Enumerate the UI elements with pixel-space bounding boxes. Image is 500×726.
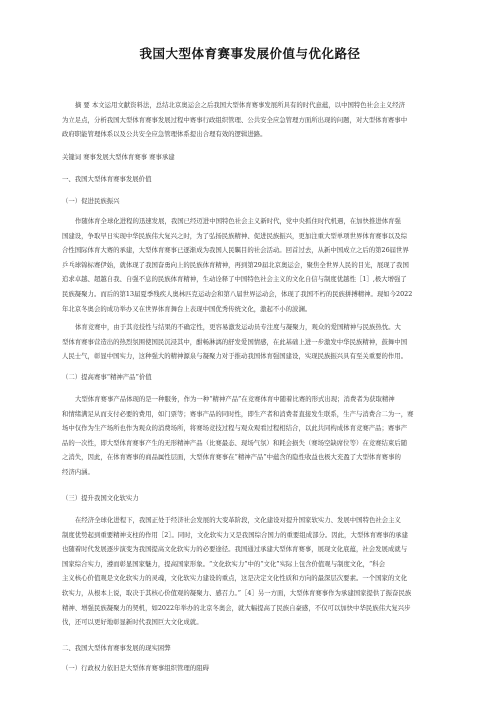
paragraph-line: 民族凝聚力。而后的第13届夏季残疾人奥林匹克运动会和第八届世界运动会，体现了我国不朽的民族拼搏精神。现如今2022 (62, 289, 413, 298)
paragraph-line: 合性国际体育大赛的承建，大型体育赛事已逐渐成为我国人民瞩目的社会活动。回首过去，从新中国成立之后的第26届世界 (62, 246, 409, 255)
paragraph-line: 在经济全球化进程下，我国正处于经济社会发展的大变革阶段，文化建设对提升国家软实力、发展中国特色社会主义 (75, 516, 401, 524)
paragraph-2 (62, 320, 445, 364)
abstract (62, 98, 445, 142)
paragraph-line: 经济内涵。 (62, 467, 94, 476)
paragraph-line: 和情绪满足从而支付必要的费用，如门票等；赛事产品的同时性，即生产者和消费者直接发生联系，生产与消费合二为一，赛 (62, 409, 414, 418)
section-2 (62, 641, 445, 656)
paragraph-line: 作随体育全球化进程的迅速发展，我国已经迈进中国特色社会主义新时代，党中央抓住时代机遇，在加快推进体育强 (75, 217, 401, 225)
paragraph-line: 年北京冬奥会的成功举办又在世界体育舞台上表现中国优秀传统文化，激起不小的波澜。 (62, 304, 312, 313)
subsection-1-3 (62, 491, 445, 506)
subsection-heading: （一）促进民族振兴 (62, 197, 120, 205)
paragraph-line: 也随着时代发展逐步演变为我国提高文化软实力的必要途径。我国通过承建大型体育赛事，展现文化底蕴，社会发展成就与 (62, 545, 408, 554)
document-title: 我国大型体育赛事发展价值与优化路径 (139, 46, 361, 61)
abstract-line: 摘 要 本文运用文献资料法，总结北京奥运会之后我国大型体育赛事发展所具有的时代意蕴，以中国特色社会主义经济 (75, 101, 405, 109)
paragraph-line: 制度优势起到重要精神支柱的作用［2］。同时，文化软实力又是我国综合国力的重要组成部分。因此，大型体育赛事的承建 (62, 530, 408, 539)
paragraph-line: 追求卓越、超越自我、自强不息的民族体育精神，生动诠释了中国特色社会主义的文化自信与制度优越性［1］,极大增强了 (62, 275, 407, 284)
paragraph-line: 型体育赛事营造出的热烈氛围使国民沉浸其中，酣畅淋漓的舒发爱国情感，在此基础上进一步激发中华民族精神，鼓舞中国 (62, 337, 408, 346)
paragraph-line: 体育竞赛中，由于其竞技性与结果的不确定性，更容易激发运动员专注度与凝聚力，观众的爱国精神与民族热忱。大 (75, 323, 401, 331)
paragraph-line: 软实力，从根本上说，取决于其核心价值观的凝聚力、感召力。”［4］另一方面，大型体育赛事作为承建国家提供了振奋民族 (62, 588, 412, 597)
subsection-1-1 (62, 194, 445, 209)
paragraph-line: 精神、增强民族凝聚力的契机，如2022年举办的北京冬奥会，就大幅提高了民族自豪感，不仅可以加快中华民族伟大复兴步 (62, 603, 411, 612)
abstract-line: 政府职能管理体系以及公共安全应急管理体系提出合理有效的逻辑进路。 (62, 130, 267, 139)
paragraph-line: 品的一次性，即大型体育赛事产生的无形精神产品（比赛最态、现场气氛）和耗会损失（赛场空缺席位等）在竞赛结束后随 (62, 438, 408, 447)
paragraph-line: 场中仅作为生产场所也作为观众的消费场所，将赛场竞技过程与观众观看过程相结合，以此共同构成体育竞赛产品；赛事产 (62, 424, 408, 433)
paragraph-4 (62, 513, 445, 630)
paragraph-3 (62, 392, 445, 480)
paragraph-line: 大型体育赛事产品体现的是一种服务，作为一种“精神产品”在竞赛体育中随着比赛的形式出现；消费者为获取精神 (75, 395, 395, 403)
paragraph-1 (62, 214, 445, 316)
subsection-heading: （二）提高赛事“精神产品”价值 (62, 373, 152, 381)
subsection-2-1 (62, 661, 445, 676)
section-heading: 二、我国大型体育赛事发展的现实困弊 (62, 644, 171, 652)
paragraph-line: 乒乓球锦标赛伊始，就体现了我国奋勇向上的民族体育精神，再到第29届北京奥运会，聚焦全世界人民的目光，展现了我国 (62, 260, 409, 269)
section-1 (62, 172, 445, 187)
section-heading: 一、我国大型体育赛事发展价值 (62, 175, 152, 183)
keywords (62, 150, 445, 165)
paragraph-line: 主义核心价值观是文化软实力的灵魂，文化软实力建设的重点，这是决定文化性质和方向的最深层次要素。一个国家的文化 (62, 574, 408, 583)
paragraph-line: 国家综合实力，遵而彰显国家魅力，提高国家形象。“文化软实力”中的“文化”实际上包含价值观与制度文化，“科会 (62, 559, 386, 568)
keywords-line: 关键词 赛事发展大型体育赛事 赛事承建 (62, 153, 175, 161)
subsection-1-2 (62, 370, 445, 385)
subsection-heading: （一）行政权力依旧是大型体育赛事组织管理的阻碍 (62, 664, 209, 672)
abstract-line: 为立足点，分析我国大型体育赛事发展过程中赛事行政组织管理、公共安全应急管理方面所出现的问题，对大型体育赛事中 (62, 115, 408, 124)
paragraph-line: 伐，还可以更好地彰显新时代我国巨大文化成就。 (62, 618, 203, 627)
subsection-heading: （三）提升我国文化软实力 (62, 494, 139, 502)
paragraph-line: 之消失，因此，在体育赛事的商品属性层面，大型体育赛事在“精神产品”中蕴含的隐性收益也极大充盈了大型体育赛事的 (62, 453, 401, 462)
paragraph-line: 人民士气，彰显中国实力，这种强大的精神源泉与凝聚力对于推动我国体育强国建设，实现民族振兴具有至关重要的作用。 (62, 352, 408, 361)
paragraph-line: 国建设，争取早日实现中华民族伟大复兴之时，为了弘扬民族精神、促进民族振兴，更加注重大型单项世界体育赛事以及综 (62, 231, 408, 240)
